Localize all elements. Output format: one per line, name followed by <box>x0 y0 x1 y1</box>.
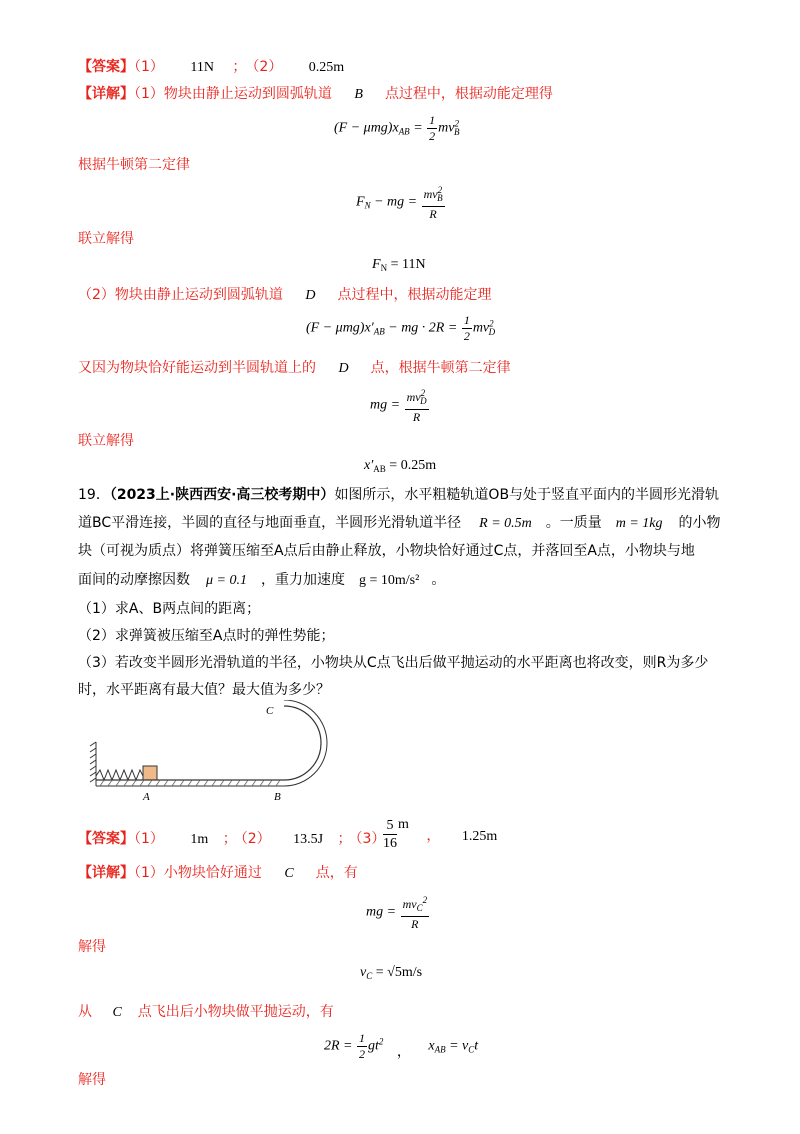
label-a: A <box>143 791 150 803</box>
answer-value-1: 1m <box>190 832 209 847</box>
answer-value-4: 1.25m <box>461 828 498 844</box>
answer-value-3: $\frac{5}{16}$ m ， 1.25m <box>383 817 498 851</box>
question-2: （2）求弹簧被压缩至A点时的弹性势能； <box>78 628 335 644</box>
problem-number: 19． <box>78 487 110 503</box>
answer-value-2: 13.5J <box>293 832 324 847</box>
spring <box>96 770 143 780</box>
problem-19-line-2: 道BC平滑连接，半圆的直径与地面垂直，半圆形光滑轨道半径 R = 0.5m 。一质量 m = 1kg 的小物 <box>78 515 721 531</box>
equation-vc-result: $v_C = √5m/s$ <box>360 965 423 981</box>
point-label: D <box>338 361 349 376</box>
equation-gravity-d: mg = $\frac{mv^2_D}{R}$ <box>370 388 427 424</box>
answer-tag: 【答案】 <box>78 59 134 75</box>
mass-value: m = 1kg <box>615 516 663 531</box>
detail-line-1: 【详解】（1）物块由静止运动到圆弧轨道 B 点过程中，根据动能定理得 <box>78 86 553 102</box>
equation-normal-force: $F_N$ − mg = $\frac{mv^2_B}{R}$ <box>356 185 443 221</box>
text-solve-1: 联立解得 <box>78 231 134 247</box>
answer-tag: 【答案】 <box>78 831 134 847</box>
answer-line-1: 【答案】（1） 11N ； （2） 0.25m <box>78 59 345 75</box>
label-c: C <box>266 705 274 717</box>
wall <box>90 742 96 786</box>
detail-tag: 【详解】 <box>78 86 134 102</box>
equation-fn-result: $F_N = 11N$ <box>372 257 426 273</box>
equation-energy-ab: $(F - \mu mg)x_{AB}$ = $\frac{1}{2}$ $mv^2_B$ <box>334 113 460 143</box>
g-value: g = 10m/s² <box>358 573 420 588</box>
point-label: C <box>112 1005 122 1020</box>
track-figure <box>88 700 338 810</box>
equation-energy-d: $(F - \mu mg)x'_{AB}$ − mg · 2R = $\frac{1}{2}$ $mv^2_D$ <box>306 313 496 343</box>
radius-value: R = 0.5m <box>479 516 532 531</box>
question-1: （1）求A、B两点间的距离； <box>78 601 261 617</box>
point-label: B <box>354 87 363 102</box>
text-solve-2: 联立解得 <box>78 433 134 449</box>
mu-value: μ = 0.1 <box>206 573 247 588</box>
semicircle-track <box>284 706 321 780</box>
text-solve-4: 解得 <box>78 1072 106 1088</box>
equation-projectile: 2R = $\frac{1}{2}$ $gt^2$ ， $x_{AB} = v_Ct$ <box>324 1031 479 1061</box>
problem-source: （2023上·陕西西安·高三校考期中） <box>109 487 335 503</box>
point-label: D <box>305 288 316 303</box>
answer-value-1: 11N <box>190 60 214 75</box>
question-3-line-2: 时，水平距离有最大值？最大值为多少？ <box>78 682 330 698</box>
equation-gravity-c: mg = $mv_C^2$ R <box>366 895 428 931</box>
answer-value-2: 0.25m <box>308 60 345 75</box>
equation-xab-result: $x'_{AB} = 0.25m$ <box>364 458 437 474</box>
detail-line-3: 又因为物块恰好能运动到半圆轨道上的 D 点，根据牛顿第二定律 <box>78 360 511 376</box>
detail-tag: 【详解】 <box>78 865 134 881</box>
question-3-line-1: （3）若改变半圆形光滑轨道的半径，小物块从C点飞出后做平抛运动的水平距离也将改变，则R为多少 <box>78 655 709 671</box>
block <box>143 766 157 780</box>
text-solve-3: 解得 <box>78 939 106 955</box>
problem-19-line-1: 19．（2023上·陕西西安·高三校考期中）如图所示，水平粗糙轨道OB与处于竖直平面内的半圆形光滑轨 <box>78 487 720 503</box>
label-b: B <box>274 791 281 803</box>
detail-line-4: 【详解】（1）小物块恰好通过 C 点，有 <box>78 865 358 881</box>
answer-line-2: 【答案】（1） 1m ； （2） 13.5J ； （3） <box>78 831 386 847</box>
point-label: C <box>284 866 294 881</box>
text-newton-law: 根据牛顿第二定律 <box>78 157 190 173</box>
detail-line-5: 从 C 点飞出后小物块做平抛运动，有 <box>78 1004 334 1020</box>
problem-19-line-3: 块（可视为质点）将弹簧压缩至A点后由静止释放，小物块恰好通过C点，并落回至A点，小物块与地 <box>78 543 695 559</box>
problem-19-line-4: 面间的动摩擦因数 μ = 0.1 ，重力加速度 g = 10m/s² 。 <box>78 572 446 588</box>
detail-line-2: （2）物块由静止运动到圆弧轨道 D 点过程中，根据动能定理 <box>78 287 492 303</box>
